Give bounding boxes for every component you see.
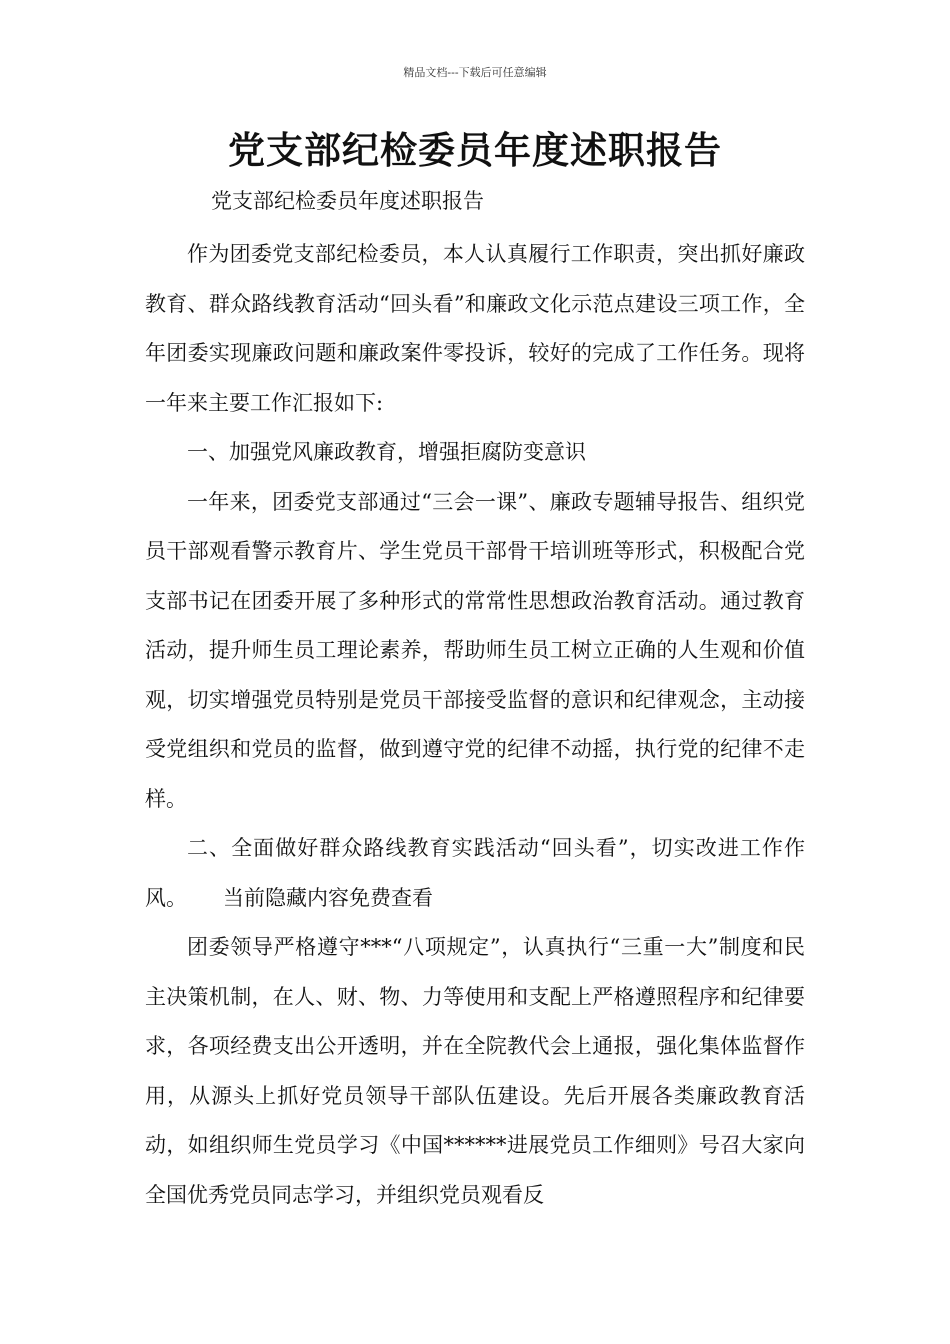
section-heading-2 (145, 824, 805, 923)
document-title: 党支部纪检委员年度述职报告 (228, 129, 722, 172)
paragraph-section-1: 一年来，团委党支部通过“三会一课”、廉政专题辅导报告、组织党员干部观看警示教育片、学生党员干部骨干培训班等形式，积极配合党支部书记在团委开展了多种形式的常常性思想政治教育活动。通过教育活动，提升师生员工理论素养，帮助师生员工树立正确的人生观和价值观，切实增强党员特别是党员干部接受监督的意识和纪律观念，主动接受党组织和党员的监督，做到遵守党的纪律不动摇，执行党的纪律不走样。 (145, 489, 805, 811)
section-heading-2-text: 二、全面做好群众路线教育实践活动“回头看”，切实改进工作作风。 (145, 836, 805, 910)
paragraph-intro: 作为团委党支部纪检委员，本人认真履行工作职责，突出抓好廉政教育、群众路线教育活动“回头看”和廉政文化示范点建设三项工作，全年团委实现廉政问题和廉政案件零投诉，较好的完成了工作任务。现将一年来主要工作汇报如下: (145, 242, 805, 415)
document-subtitle: 党支部纪检委员年度述职报告 (211, 189, 484, 213)
document-body (145, 230, 805, 1220)
section-heading-1: 一、加强党风廉政教育，增强拒腐防变意识 (187, 440, 586, 464)
header-note: 精品文档---下载后可任意编辑 (403, 66, 547, 79)
paragraph-section-2: 团委领导严格遵守***“八项规定”，认真执行“三重一大”制度和民主决策机制，在人、财、物、力等使用和支配上严格遵照程序和纪律要求，各项经费支出公开透明，并在全院教代会上通报，强化集体监督作用，从源头上抓好党员领导干部队伍建设。先后开展各类廉政教育活动，如组织师生党员学习《中国******进展党员工作细则》号召大家向全国优秀党员同志学习，并组织党员观看反 (145, 935, 805, 1207)
hidden-content-link[interactable]: 当前隐藏内容免费查看 (223, 885, 433, 910)
